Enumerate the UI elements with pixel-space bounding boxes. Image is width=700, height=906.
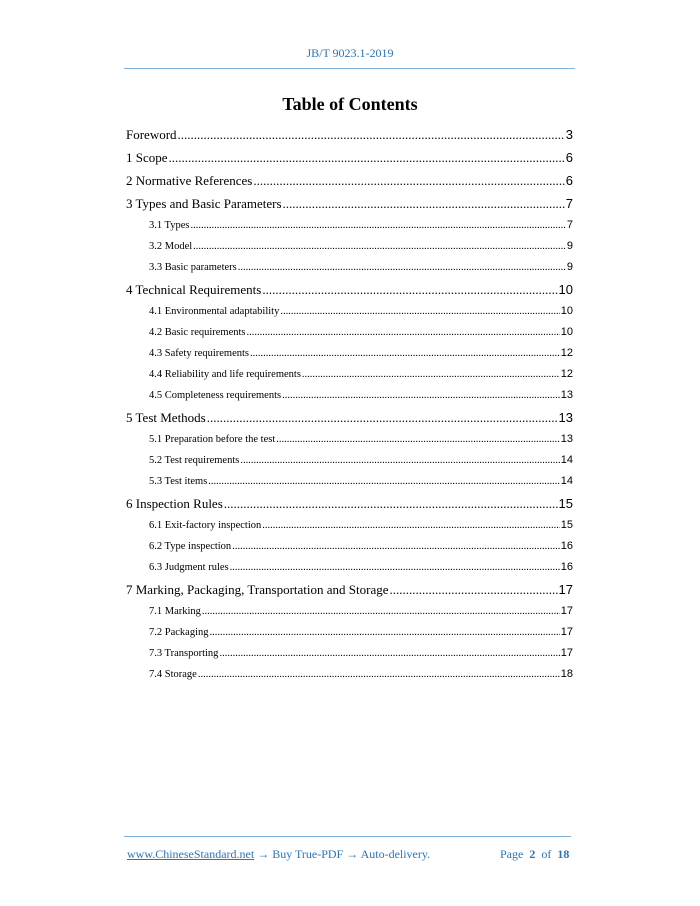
toc-entry-label: 1 Scope [126, 150, 168, 165]
toc-leader-dots [193, 241, 566, 252]
toc-entry-page: 15 [560, 519, 573, 531]
toc-entry-label: 6.1 Exit-factory inspection [149, 520, 262, 531]
toc-leader-dots [240, 455, 559, 466]
toc-leader-dots [280, 306, 559, 317]
toc-subsection-entry[interactable] [149, 326, 573, 338]
toc-entry-label: 4.2 Basic requirements [149, 327, 246, 338]
toc-subsection-entry[interactable] [149, 561, 573, 573]
toc-leader-dots [210, 627, 560, 638]
toc-entry-page: 10 [560, 305, 573, 317]
toc-entry-label: 4.4 Reliability and life requirements [149, 369, 301, 380]
toc-subsection-entry[interactable] [149, 389, 573, 401]
toc-entry-label: 5 Test Methods [126, 410, 206, 425]
toc-entry-page: 9 [566, 240, 573, 252]
toc-entry-label: 6.3 Judgment rules [149, 562, 229, 573]
toc-leader-dots [302, 369, 560, 380]
toc-entry-label: 7.2 Packaging [149, 627, 209, 638]
toc-entry-page: 10 [558, 282, 573, 297]
toc-entry-page: 6 [565, 150, 573, 165]
footer-promo [127, 847, 430, 862]
toc-section-entry[interactable] [126, 582, 573, 598]
toc-leader-dots [253, 173, 564, 189]
toc-section-entry[interactable] [126, 496, 573, 512]
toc-leader-dots [207, 410, 558, 426]
page-title: Table of Contents [282, 94, 418, 114]
toc-leader-dots [191, 220, 566, 231]
toc-section-entry[interactable] [126, 173, 573, 189]
toc-entry-label: 3.2 Model [149, 241, 193, 252]
promo-text: → Buy True-PDF → Auto-delivery. [254, 847, 431, 861]
page-of: of [541, 847, 552, 861]
toc-entry-page: 13 [558, 410, 573, 425]
toc-entry-page: 18 [560, 668, 573, 680]
toc-subsection-entry[interactable] [149, 540, 573, 552]
toc-leader-dots [250, 348, 560, 359]
toc-subsection-entry[interactable] [149, 347, 573, 359]
toc-subsection-entry[interactable] [149, 261, 573, 273]
toc-entry-page: 13 [560, 389, 573, 401]
toc-entry-page: 17 [558, 582, 573, 597]
toc-entry-page: 12 [560, 368, 573, 380]
toc-section-entry[interactable] [126, 282, 573, 298]
toc-entry-label: 2 Normative References [126, 173, 253, 188]
toc-leader-dots [276, 434, 560, 445]
toc-entry-label: 7.3 Transporting [149, 648, 219, 659]
toc-leader-dots [178, 127, 565, 143]
toc-entry-page: 12 [560, 347, 573, 359]
toc-leader-dots [282, 390, 560, 401]
toc-leader-dots [247, 327, 560, 338]
page-current: 2 [529, 847, 536, 861]
toc-entry-page: 14 [560, 475, 573, 487]
toc-entry-label: Foreword [126, 127, 177, 142]
toc-leader-dots [262, 282, 557, 298]
toc-entry-page: 16 [560, 540, 573, 552]
toc-entry-page: 7 [565, 196, 573, 211]
toc-section-entry[interactable] [126, 410, 573, 426]
toc-leader-dots [262, 520, 559, 531]
toc-entry-page: 7 [566, 219, 573, 231]
toc-subsection-entry[interactable] [149, 305, 573, 317]
toc-entry-label: 4 Technical Requirements [126, 282, 262, 297]
toc-subsection-entry[interactable] [149, 647, 573, 659]
toc-entry-page: 3 [565, 127, 573, 142]
toc-subsection-entry[interactable] [149, 519, 573, 531]
toc-section-entry[interactable] [126, 196, 573, 212]
document-code-header: JB/T 9023.1-2019 [306, 46, 394, 60]
toc-entry-label: 3.3 Basic parameters [149, 262, 237, 273]
toc-subsection-entry[interactable] [149, 454, 573, 466]
toc-entry-label: 4.3 Safety requirements [149, 348, 250, 359]
toc-section-entry[interactable] [126, 150, 573, 166]
toc-leader-dots [230, 562, 560, 573]
toc-entry-label: 3.1 Types [149, 220, 190, 231]
toc-entry-label: 6.2 Type inspection [149, 541, 232, 552]
toc-leader-dots [283, 196, 565, 212]
toc-leader-dots [169, 150, 565, 166]
toc-entry-label: 4.5 Completeness requirements [149, 390, 282, 401]
toc-entry-label: 5.2 Test requirements [149, 455, 240, 466]
toc-leader-dots [198, 669, 560, 680]
toc-entry-label: 7.1 Marking [149, 606, 201, 617]
site-link[interactable]: www.ChineseStandard.net [127, 847, 255, 861]
toc-entry-label: 5.3 Test items [149, 476, 208, 487]
toc-leader-dots [202, 606, 560, 617]
header-divider [124, 68, 575, 69]
toc-entry-page: 9 [566, 261, 573, 273]
toc-subsection-entry[interactable] [149, 668, 573, 680]
toc-entry-page: 13 [560, 433, 573, 445]
toc-subsection-entry[interactable] [149, 626, 573, 638]
footer-divider [124, 836, 571, 837]
toc-entry-label: 7 Marking, Packaging, Transportation and Storage [126, 582, 389, 597]
toc-subsection-entry[interactable] [149, 240, 573, 252]
page-prefix: Page [500, 847, 524, 861]
toc-subsection-entry[interactable] [149, 219, 573, 231]
toc-entry-label: 4.1 Environmental adaptability [149, 306, 280, 317]
toc-section-entry[interactable] [126, 127, 573, 143]
toc-entry-page: 17 [560, 605, 573, 617]
toc-entry-label: 6 Inspection Rules [126, 496, 223, 511]
page-number [500, 847, 569, 862]
toc-entry-label: 3 Types and Basic Parameters [126, 196, 282, 211]
toc-entry-label: 7.4 Storage [149, 669, 197, 680]
toc-subsection-entry[interactable] [149, 605, 573, 617]
toc-subsection-entry[interactable] [149, 433, 573, 445]
toc-leader-dots [232, 541, 560, 552]
toc-entry-label: 5.1 Preparation before the test [149, 434, 276, 445]
toc-entry-page: 17 [560, 626, 573, 638]
toc-subsection-entry[interactable] [149, 475, 573, 487]
toc-leader-dots [238, 262, 566, 273]
toc-entry-page: 10 [560, 326, 573, 338]
toc-entry-page: 15 [558, 496, 573, 511]
toc-leader-dots [390, 582, 558, 598]
toc-leader-dots [208, 476, 559, 487]
toc-entry-page: 14 [560, 454, 573, 466]
toc-entry-page: 6 [565, 173, 573, 188]
toc-leader-dots [219, 648, 559, 659]
toc-entry-page: 16 [560, 561, 573, 573]
page-total: 18 [557, 847, 570, 861]
toc-subsection-entry[interactable] [149, 368, 573, 380]
toc-entry-page: 17 [560, 647, 573, 659]
toc-leader-dots [224, 496, 558, 512]
